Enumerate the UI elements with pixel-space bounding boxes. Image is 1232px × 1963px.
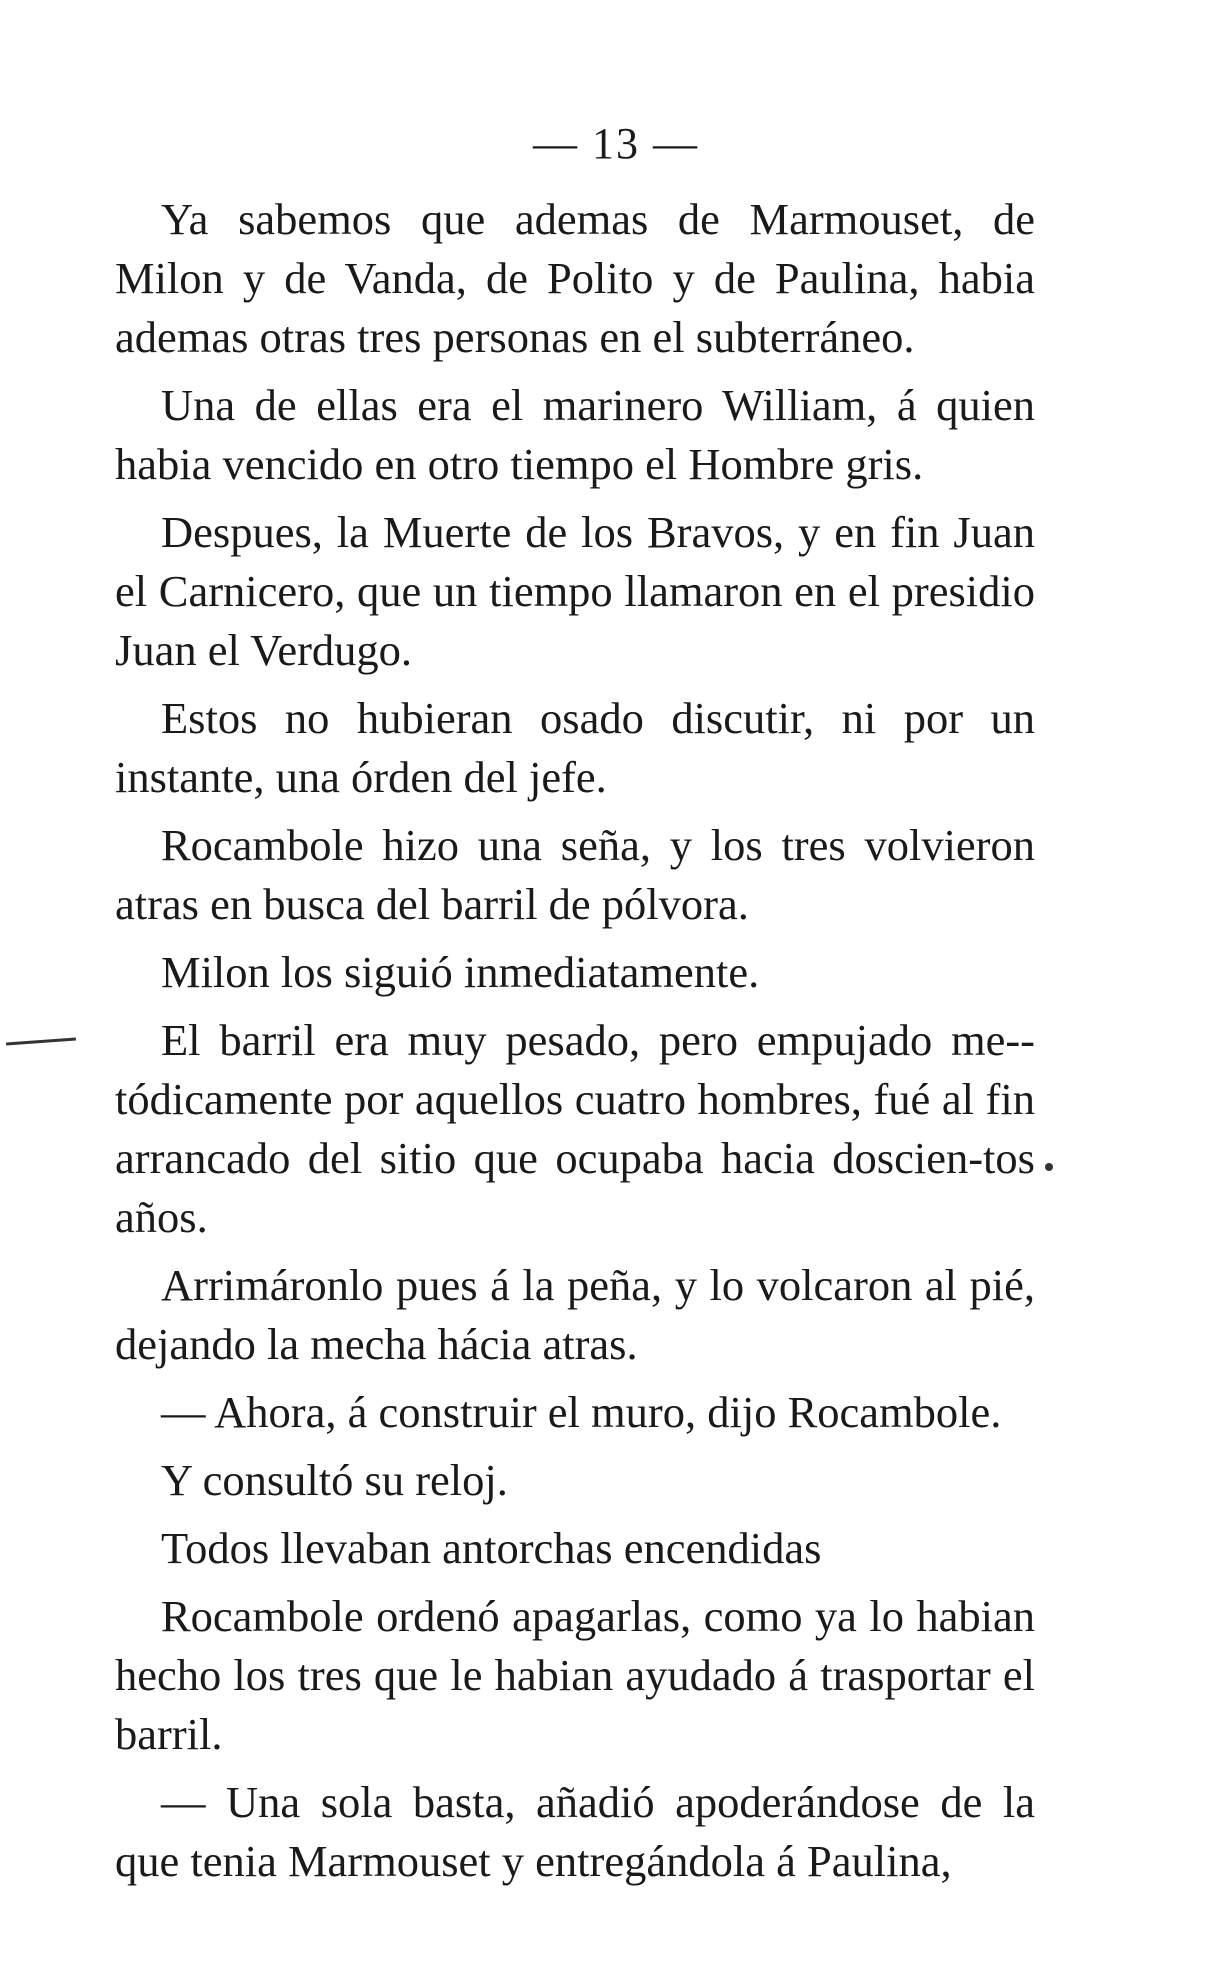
- paragraph: Rocambole hizo una seña, y los tres volvieron atras en busca del barril de pólvora.: [115, 820, 1035, 929]
- dialogue-paragraph: — Una sola basta, añadió apoderándose de la que tenia Marmouset y entregándola á Paulina,: [115, 1777, 1035, 1886]
- paragraph: Y consultó su reloj.: [161, 1455, 508, 1505]
- paragraph: Milon los siguió inmediatamente.: [161, 947, 760, 997]
- paragraph: Una de ellas era el marinero William, á quien habia vencido en otro tiempo el Hombre gris.: [115, 380, 1035, 489]
- paragraph: Despues, la Muerte de los Bravos, y en fin Juan el Carnicero, que un tiempo llamaron en el presidio Juan el Verdugo.: [115, 507, 1035, 675]
- body-text: [115, 190, 1035, 1900]
- paragraph: Todos llevaban antorchas encendidas: [161, 1523, 822, 1573]
- paragraph: Estos no hubieran osado discutir, ni por un instante, una órden del jefe.: [115, 693, 1035, 802]
- page-number: — 13 —: [533, 119, 699, 168]
- paragraph: El barril era muy pesado, pero empujado me-tódicamente por aquellos cuatro hombres, fué al fin arrancado del sitio que ocupaba hacia doscien-tos años.: [115, 1015, 1035, 1242]
- paragraph: Rocambole ordenó apagarlas, como ya lo habian hecho los tres que le habian ayudado á trasportar el barril.: [115, 1591, 1035, 1759]
- margin-ink-mark: [6, 1038, 76, 1046]
- dialogue-paragraph: — Ahora, á construir el muro, dijo Rocambole.: [161, 1387, 1002, 1437]
- paragraph: Ya sabemos que ademas de Marmouset, de Milon y de Vanda, de Polito y de Paulina, habia ademas otras tres personas en el subterráneo.: [115, 194, 1035, 362]
- ink-speck: [1045, 1163, 1053, 1171]
- paragraph: Arrimáronlo pues á la peña, y lo volcaron al pié, dejando la mecha hácia atras.: [115, 1260, 1035, 1369]
